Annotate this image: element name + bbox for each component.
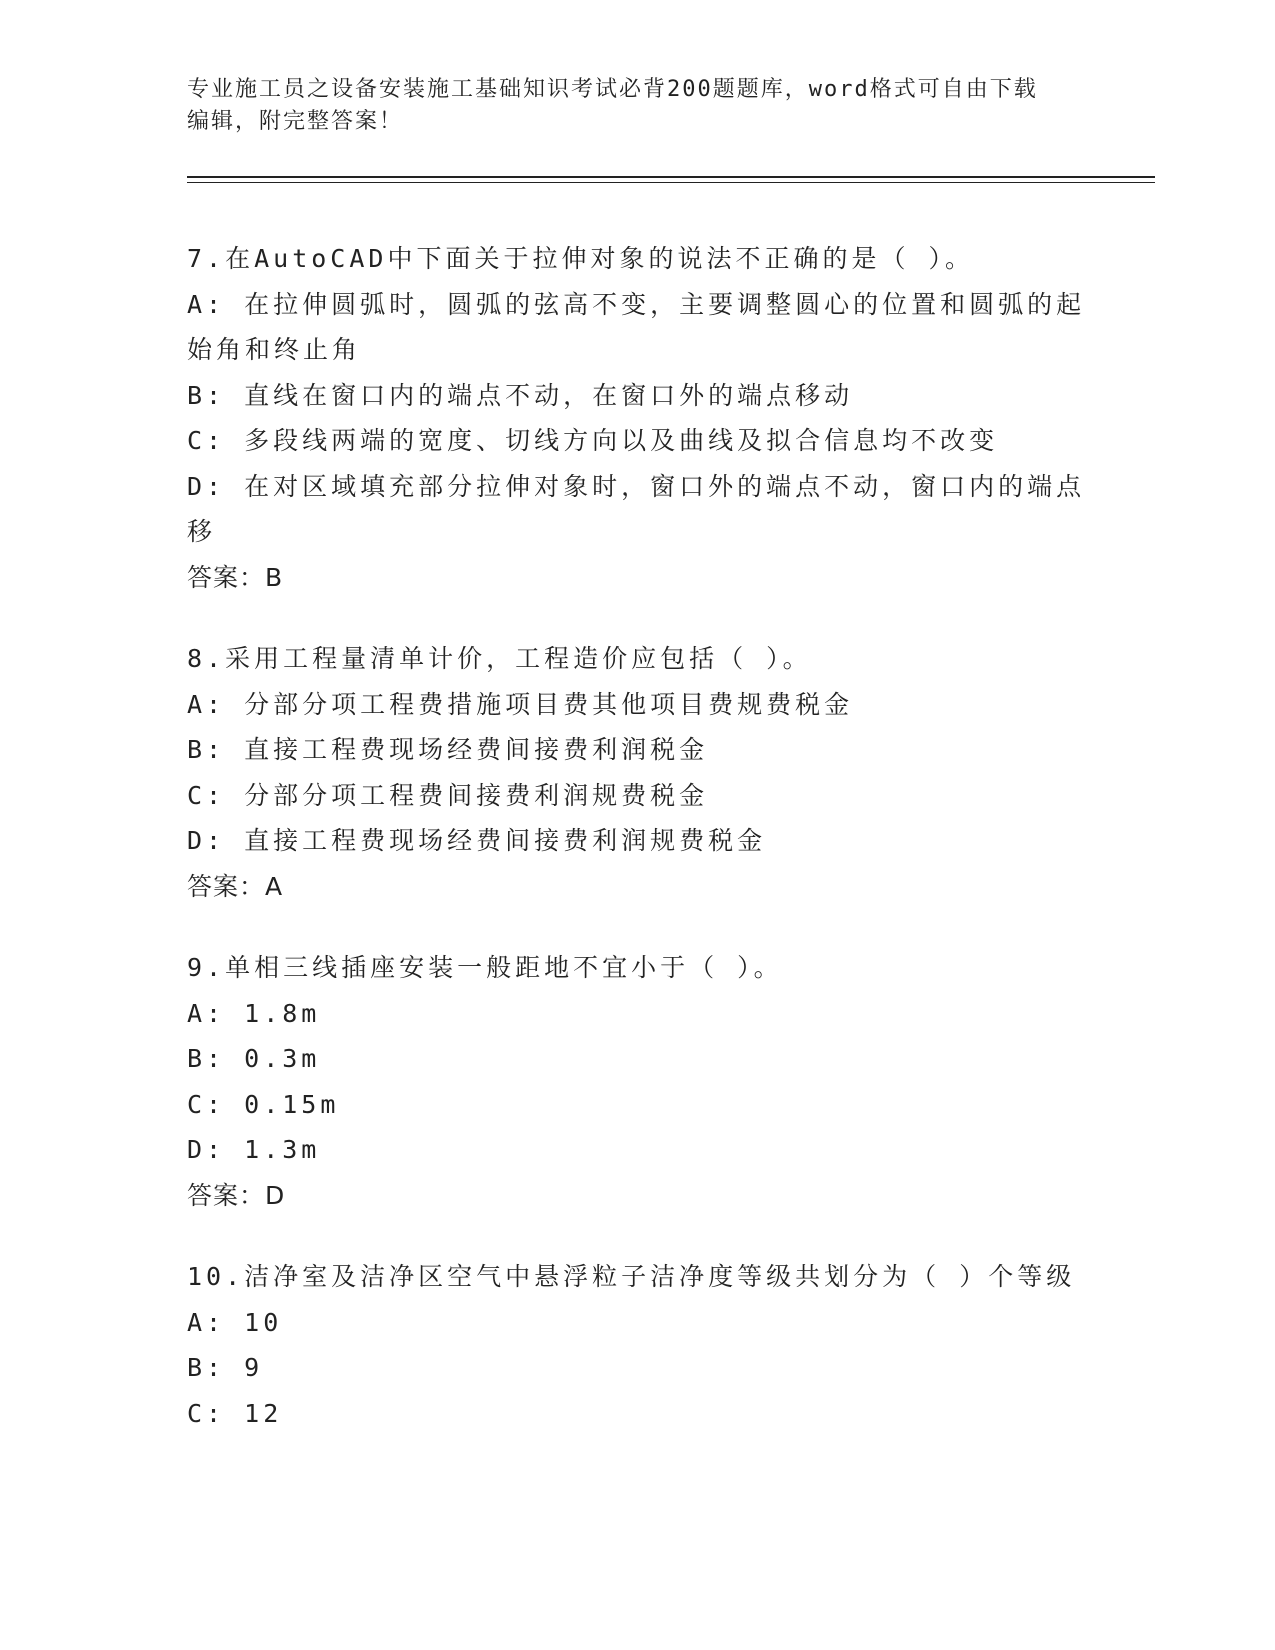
question-stem: 8.采用工程量清单计价，工程造价应包括（ ）。 (187, 644, 812, 673)
option-d: D: 直接工程费现场经费间接费利润规费税金 (187, 826, 767, 855)
option-a: A: 在拉伸圆弧时，圆弧的弦高不变，主要调整圆心的位置和圆弧的起 (187, 289, 1086, 319)
option-b: B: 直线在窗口内的端点不动，在窗口外的端点移动 (187, 380, 854, 410)
option-d-continued: 移 (187, 517, 217, 546)
answer: 答案：A (187, 871, 284, 901)
header-divider-thick (187, 176, 1155, 178)
header-line-1: 专业施工员之设备安装施工基础知识考试必背200题题库，word格式可自由下载 (187, 77, 1038, 102)
option-b: B: 9 (187, 1353, 264, 1382)
answer: 答案：B (187, 562, 284, 592)
option-d: D: 1.3m (187, 1135, 321, 1164)
question-stem: 9.单相三线插座安装一般距地不宜小于（ ）。 (187, 953, 783, 982)
option-a: A: 1.8m (187, 998, 321, 1028)
question-10 (187, 1254, 1087, 1436)
option-a-continued: 始角和终止角 (187, 335, 362, 364)
question-list (187, 236, 1087, 1472)
question-stem: 7.在AutoCAD中下面关于拉伸对象的说法不正确的是（ ）。 (187, 244, 975, 273)
option-c: C: 分部分项工程费间接费利润规费税金 (187, 780, 709, 810)
question-8 (187, 636, 1087, 909)
answer: 答案：D (187, 1180, 286, 1210)
option-c: C: 多段线两端的宽度、切线方向以及曲线及拟合信息均不改变 (187, 426, 999, 455)
option-a: A: 分部分项工程费措施项目费其他项目费规费税金 (187, 689, 854, 719)
document-header (187, 74, 1087, 138)
option-a: A: 10 (187, 1307, 283, 1337)
option-b: B: 0.3m (187, 1044, 321, 1073)
question-9 (187, 945, 1087, 1218)
option-b: B: 直接工程费现场经费间接费利润税金 (187, 735, 709, 764)
question-stem: 10.洁净室及洁净区空气中悬浮粒子洁净度等级共划分为（ ）个等级 (187, 1262, 1076, 1291)
option-c: C: 0.15m (187, 1089, 340, 1119)
header-line-2: 编辑，附完整答案！ (187, 109, 404, 134)
question-7 (187, 236, 1087, 600)
option-c: C: 12 (187, 1398, 283, 1428)
header-divider-thin (187, 182, 1155, 183)
option-d: D: 在对区域填充部分拉伸对象时，窗口外的端点不动，窗口内的端点 (187, 471, 1086, 501)
